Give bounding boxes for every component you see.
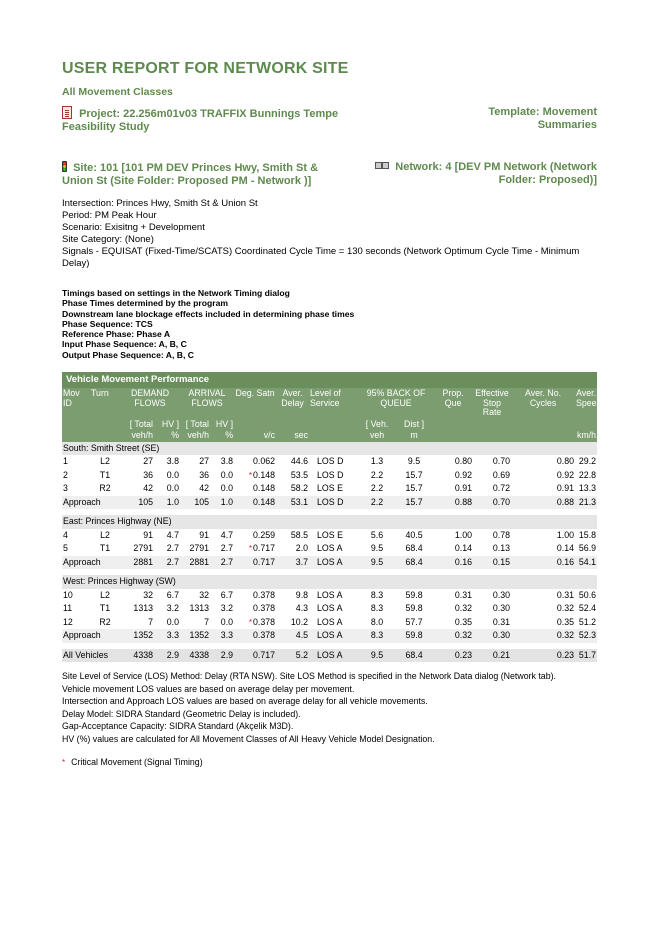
scenario-text: Scenario: Exisitng + Development bbox=[62, 222, 205, 233]
unit-kmh: km/h bbox=[576, 430, 597, 441]
cell-los: LOS A bbox=[317, 543, 343, 554]
deg-value: 0.148 bbox=[253, 483, 276, 494]
cell-queue-dist: 9.5 bbox=[407, 456, 421, 467]
cell-turn: L2 bbox=[100, 589, 110, 600]
report-page bbox=[62, 60, 602, 768]
cell-stop-rate: 0.78 bbox=[492, 529, 511, 540]
cell-dhv: 4.7 bbox=[166, 529, 180, 540]
cell-ahv: 4.7 bbox=[220, 529, 234, 540]
cell-queue-dist: 68.4 bbox=[395, 556, 433, 570]
cell-deg bbox=[234, 556, 276, 570]
cell-mov-id: 4 bbox=[63, 529, 68, 540]
unit-vc: v/c bbox=[234, 430, 276, 442]
cell-los: LOS E bbox=[317, 529, 343, 540]
site-row bbox=[62, 161, 597, 188]
cell-turn: T1 bbox=[99, 543, 111, 554]
unit-pct: % bbox=[154, 430, 180, 442]
cell-queue-veh: 2.2 bbox=[370, 469, 384, 480]
cell-speed: 13.3 bbox=[578, 483, 597, 494]
cell-speed: 51.2 bbox=[578, 616, 597, 627]
cell-queue-dist: 59.8 bbox=[395, 629, 433, 643]
unit-vehh: veh/h bbox=[180, 430, 210, 442]
table-row bbox=[62, 469, 597, 483]
cell-queue-veh: 8.3 bbox=[370, 603, 384, 614]
unit-vehh: veh/h bbox=[120, 430, 154, 442]
section-name: East: Princes Highway (NE) bbox=[62, 515, 597, 529]
cell-deg bbox=[234, 469, 276, 483]
header-queue: 95% BACK OF QUEUE bbox=[359, 388, 433, 419]
table-row bbox=[62, 542, 597, 556]
cell-dhv: 2.7 bbox=[154, 556, 180, 570]
network-name: 4 [DEV PM Network (Network Folder: Proposed)] bbox=[445, 161, 597, 186]
cell-queue-veh: 5.6 bbox=[370, 529, 384, 540]
cell-los: LOS D bbox=[317, 469, 344, 480]
cell-delay: 44.6 bbox=[290, 456, 309, 467]
cell-mov-id: 11 bbox=[63, 603, 73, 614]
cell-mov-id: 12 bbox=[63, 616, 73, 627]
header-total: [ Total bbox=[180, 419, 210, 431]
cell-turn: L2 bbox=[100, 456, 110, 467]
cell-stop-rate: 0.70 bbox=[473, 496, 511, 510]
timing-line: Phase Sequence: TCS bbox=[62, 318, 153, 329]
cell-dhv: 3.2 bbox=[166, 603, 180, 614]
row-label: All Vehicles bbox=[62, 649, 120, 663]
unit-pct: % bbox=[210, 430, 234, 442]
cell-at: 27 bbox=[199, 456, 210, 467]
timing-line: Input Phase Sequence: A, B, C bbox=[62, 339, 187, 350]
cell-at: 1313 bbox=[189, 603, 210, 614]
cell-deg bbox=[234, 496, 276, 510]
cell-deg bbox=[234, 542, 276, 556]
cell-cycles: 0.32 bbox=[556, 603, 575, 614]
cell-stop-rate: 0.30 bbox=[473, 629, 511, 643]
cell-mov-id: 1 bbox=[63, 456, 68, 467]
header-dist: Dist ] bbox=[395, 419, 433, 431]
category-text: Site Category: (None) bbox=[62, 234, 154, 245]
approach-section-row bbox=[62, 515, 597, 529]
cell-mov-id: 10 bbox=[63, 589, 73, 600]
project-row bbox=[62, 106, 597, 134]
note-line: Site Level of Service (LOS) Method: Delay (RTA NSW). Site LOS Method is specified in the Network Data dialog (Network tab). bbox=[62, 671, 556, 682]
cell-los: LOS A bbox=[317, 603, 343, 614]
cell-cycles: 0.92 bbox=[556, 469, 575, 480]
note-line: Intersection and Approach LOS values are based on average delay for all vehicle movements. bbox=[62, 696, 428, 707]
cell-dhv: 0.0 bbox=[166, 616, 180, 627]
cell-at: 91 bbox=[199, 529, 210, 540]
cell-stop-rate: 0.72 bbox=[492, 483, 511, 494]
cell-deg bbox=[234, 529, 276, 543]
cell-los: LOS A bbox=[309, 649, 359, 663]
cell-at: 36 bbox=[199, 469, 210, 480]
cell-cycles: 0.16 bbox=[511, 556, 575, 570]
header-speed: Aver. Speed bbox=[575, 388, 597, 419]
header-hv: HV ] bbox=[154, 419, 180, 431]
all-vehicles-row bbox=[62, 649, 597, 663]
cell-queue-dist: 68.4 bbox=[395, 649, 433, 663]
critical-star-icon: * bbox=[248, 617, 253, 627]
cell-los: LOS D bbox=[317, 456, 344, 467]
cell-ahv: 1.0 bbox=[210, 496, 234, 510]
timing-line: Downstream lane blockage effects included in determining phase times bbox=[62, 308, 355, 319]
unit-veh: veh bbox=[359, 430, 395, 442]
cell-speed: 29.2 bbox=[578, 456, 597, 467]
site-details bbox=[62, 198, 597, 270]
cell-at: 1352 bbox=[180, 629, 210, 643]
cell-delay: 53.5 bbox=[290, 469, 309, 480]
cell-delay: 3.7 bbox=[276, 556, 309, 570]
deg-value: 0.062 bbox=[253, 456, 276, 467]
network-icon bbox=[375, 162, 389, 169]
deg-value: 0.378 bbox=[253, 603, 276, 614]
cell-prop-que: 0.23 bbox=[433, 649, 473, 663]
header-arrival: ARRIVAL FLOWS bbox=[180, 388, 234, 419]
approach-section-row bbox=[62, 575, 597, 589]
deg-value: 0.717 bbox=[253, 543, 276, 554]
note-line: Vehicle movement LOS values are based on average delay per movement. bbox=[62, 683, 355, 694]
cell-dt: 2791 bbox=[133, 543, 153, 554]
cell-at: 42 bbox=[199, 483, 210, 494]
deg-value: 0.148 bbox=[253, 496, 276, 507]
cell-at: 2881 bbox=[180, 556, 210, 570]
table-row bbox=[62, 602, 597, 616]
timing-notes bbox=[62, 288, 597, 360]
cell-queue-dist: 15.7 bbox=[395, 496, 433, 510]
cell-speed: 50.6 bbox=[578, 589, 597, 600]
header-stop-rate: Effective Stop Rate bbox=[473, 388, 511, 419]
cell-delay: 53.1 bbox=[276, 496, 309, 510]
cell-ahv: 0.0 bbox=[220, 616, 234, 627]
header-turn: Turn bbox=[90, 388, 120, 419]
cell-stop-rate: 0.21 bbox=[473, 649, 511, 663]
cell-stop-rate: 0.13 bbox=[492, 543, 511, 554]
cell-ahv: 3.8 bbox=[220, 456, 234, 467]
cell-turn: R2 bbox=[99, 483, 111, 494]
cell-dt: 4338 bbox=[120, 649, 154, 663]
cell-queue-veh: 8.3 bbox=[370, 589, 384, 600]
cell-ahv: 6.7 bbox=[220, 589, 234, 600]
header-demand: DEMAND FLOWS bbox=[120, 388, 180, 419]
critical-label: Critical Movement (Signal Timing) bbox=[71, 757, 203, 768]
table-title: Vehicle Movement Performance bbox=[62, 372, 597, 388]
cell-mov-id: 3 bbox=[63, 483, 68, 494]
performance-table bbox=[62, 388, 602, 662]
cell-delay: 10.2 bbox=[290, 616, 309, 627]
timing-line: Timings based on settings in the Network Timing dialog bbox=[62, 288, 290, 298]
cell-prop-que: 0.35 bbox=[454, 616, 473, 627]
deg-value: 0.717 bbox=[253, 649, 276, 660]
row-label: Approach bbox=[62, 629, 120, 643]
header-delay: Aver. Delay bbox=[276, 388, 309, 419]
cell-queue-dist: 57.7 bbox=[405, 616, 423, 627]
cell-queue-dist: 59.8 bbox=[405, 603, 423, 614]
critical-star-icon: * bbox=[248, 470, 253, 480]
deg-value: 0.259 bbox=[253, 529, 276, 540]
cell-stop-rate: 0.30 bbox=[492, 603, 511, 614]
cell-prop-que: 0.14 bbox=[454, 543, 473, 554]
cell-speed: 21.3 bbox=[575, 496, 597, 510]
cell-deg bbox=[234, 616, 276, 630]
table-row bbox=[62, 616, 597, 630]
deg-value: 0.378 bbox=[253, 630, 276, 641]
cell-cycles: 0.14 bbox=[556, 543, 575, 554]
header-mov-id: Mov ID bbox=[62, 388, 90, 419]
header-total: [ Total bbox=[120, 419, 154, 431]
note-line: Delay Model: SIDRA Standard (Geometric Delay is included). bbox=[62, 708, 301, 719]
cell-delay: 2.0 bbox=[295, 543, 309, 554]
cell-delay: 4.5 bbox=[276, 629, 309, 643]
cell-dhv: 2.7 bbox=[166, 543, 180, 554]
timing-line: Reference Phase: Phase A bbox=[62, 329, 171, 340]
cell-dt: 36 bbox=[143, 469, 153, 480]
cell-speed: 15.8 bbox=[578, 529, 597, 540]
cell-speed: 52.3 bbox=[575, 629, 597, 643]
cell-stop-rate: 0.70 bbox=[492, 456, 511, 467]
note-line: HV (%) values are calculated for All Movement Classes of All Heavy Vehicle Model Designation. bbox=[62, 733, 435, 744]
approach-total-row bbox=[62, 556, 597, 570]
cell-queue-dist: 40.5 bbox=[405, 529, 423, 540]
cell-queue-veh: 1.3 bbox=[370, 456, 384, 467]
table-row bbox=[62, 482, 597, 496]
cell-speed: 56.9 bbox=[578, 543, 597, 554]
cell-speed: 54.1 bbox=[575, 556, 597, 570]
cell-prop-que: 0.16 bbox=[433, 556, 473, 570]
row-label: Approach bbox=[62, 496, 120, 510]
table-header bbox=[62, 388, 602, 442]
cell-stop-rate: 0.15 bbox=[473, 556, 511, 570]
approach-section-row bbox=[62, 442, 597, 456]
cell-deg bbox=[234, 482, 276, 496]
cell-at: 4338 bbox=[180, 649, 210, 663]
header-hv: HV ] bbox=[210, 419, 234, 431]
cell-delay: 9.8 bbox=[295, 589, 309, 600]
cell-queue-veh: 8.0 bbox=[370, 616, 384, 627]
template-name: Template: Movement Summaries bbox=[488, 106, 597, 131]
cell-cycles: 0.35 bbox=[556, 616, 575, 627]
note-line: Gap-Acceptance Capacity: SIDRA Standard (Akçelik M3D). bbox=[62, 721, 294, 732]
document-icon bbox=[62, 106, 72, 119]
cell-stop-rate: 0.30 bbox=[492, 589, 511, 600]
cell-stop-rate: 0.31 bbox=[492, 616, 511, 627]
cell-prop-que: 1.00 bbox=[454, 529, 473, 540]
cell-prop-que: 0.92 bbox=[454, 469, 473, 480]
cell-at: 7 bbox=[204, 616, 210, 627]
cell-stop-rate: 0.69 bbox=[492, 469, 511, 480]
cell-at: 105 bbox=[180, 496, 210, 510]
critical-star-icon: * bbox=[62, 758, 66, 768]
cell-delay: 4.3 bbox=[295, 603, 309, 614]
cell-ahv: 2.7 bbox=[210, 556, 234, 570]
cell-deg bbox=[234, 455, 276, 469]
project-info bbox=[62, 106, 372, 134]
cell-cycles: 0.91 bbox=[556, 483, 575, 494]
deg-value: 0.148 bbox=[253, 469, 276, 480]
unit-sec: sec bbox=[276, 430, 309, 442]
cell-mov-id: 2 bbox=[63, 469, 68, 480]
cell-deg bbox=[234, 649, 276, 663]
cell-turn: R2 bbox=[99, 616, 111, 627]
network-info bbox=[357, 161, 597, 188]
cell-deg bbox=[234, 589, 276, 603]
cell-ahv: 2.9 bbox=[210, 649, 234, 663]
table-body bbox=[62, 442, 597, 663]
section-name: South: Smith Street (SE) bbox=[62, 442, 597, 456]
cell-cycles: 0.31 bbox=[556, 589, 575, 600]
cell-mov-id: 5 bbox=[63, 543, 68, 554]
cell-prop-que: 0.31 bbox=[454, 589, 473, 600]
period-text: Period: PM Peak Hour bbox=[62, 210, 157, 221]
cell-dhv: 1.0 bbox=[154, 496, 180, 510]
header-veh: [ Veh. bbox=[359, 419, 395, 431]
cell-delay: 58.5 bbox=[290, 529, 309, 540]
cell-dt: 32 bbox=[143, 589, 153, 600]
deg-value: 0.378 bbox=[253, 589, 276, 600]
traffic-signal-icon bbox=[62, 161, 67, 172]
cell-deg bbox=[234, 629, 276, 643]
cell-cycles: 1.00 bbox=[556, 529, 575, 540]
timing-line: Output Phase Sequence: A, B, C bbox=[62, 349, 194, 360]
section-name: West: Princes Highway (SW) bbox=[62, 575, 597, 589]
header-los: Level of Service bbox=[309, 388, 359, 419]
cell-ahv: 2.7 bbox=[220, 543, 234, 554]
cell-turn: T1 bbox=[99, 469, 111, 480]
network-label: Network: bbox=[395, 161, 443, 173]
cell-prop-que: 0.32 bbox=[454, 603, 473, 614]
cell-los: LOS D bbox=[309, 496, 359, 510]
cell-los: LOS E bbox=[317, 483, 343, 494]
critical-star-icon: * bbox=[248, 544, 253, 554]
deg-value: 0.717 bbox=[253, 556, 276, 567]
cell-los: LOS A bbox=[317, 589, 343, 600]
table-row bbox=[62, 455, 597, 469]
report-title: USER REPORT FOR NETWORK SITE bbox=[62, 60, 349, 77]
cell-dt: 105 bbox=[120, 496, 154, 510]
approach-total-row bbox=[62, 496, 597, 510]
cell-dhv: 0.0 bbox=[166, 483, 180, 494]
cell-queue-dist: 68.4 bbox=[405, 543, 423, 554]
cell-at: 32 bbox=[199, 589, 210, 600]
cell-delay: 5.2 bbox=[276, 649, 309, 663]
report-notes bbox=[62, 670, 597, 745]
cell-ahv: 0.0 bbox=[220, 469, 234, 480]
critical-legend bbox=[62, 757, 597, 767]
cell-prop-que: 0.88 bbox=[433, 496, 473, 510]
cell-dhv: 0.0 bbox=[166, 469, 180, 480]
cell-queue-veh: 9.5 bbox=[359, 556, 395, 570]
cell-queue-dist: 15.7 bbox=[405, 469, 423, 480]
cell-cycles: 0.23 bbox=[511, 649, 575, 663]
cell-at: 2791 bbox=[189, 543, 210, 554]
project-label: Project: bbox=[79, 108, 121, 120]
table-row bbox=[62, 529, 597, 543]
cell-dt: 42 bbox=[143, 483, 153, 494]
site-info bbox=[62, 161, 332, 188]
header-prop-que: Prop. Que bbox=[433, 388, 473, 419]
cell-queue-veh: 9.5 bbox=[359, 649, 395, 663]
cell-dt: 1352 bbox=[120, 629, 154, 643]
cell-dhv: 3.3 bbox=[154, 629, 180, 643]
cell-speed: 52.4 bbox=[578, 603, 597, 614]
timing-line: Phase Times determined by the program bbox=[62, 298, 229, 309]
cell-dt: 1313 bbox=[133, 603, 153, 614]
cell-cycles: 0.32 bbox=[511, 629, 575, 643]
table-row bbox=[62, 589, 597, 603]
cell-dt: 7 bbox=[148, 616, 153, 627]
report-subtitle: All Movement Classes bbox=[62, 86, 173, 98]
cell-prop-que: 0.91 bbox=[454, 483, 473, 494]
cell-cycles: 0.80 bbox=[556, 456, 575, 467]
cell-queue-veh: 2.2 bbox=[359, 496, 395, 510]
cell-turn: T1 bbox=[99, 603, 111, 614]
project-name: 22.256m01v03 TRAFFIX Bunnings Tempe Feasibility Study bbox=[62, 108, 339, 133]
cell-dhv: 2.9 bbox=[154, 649, 180, 663]
site-name: 101 [101 PM DEV Princes Hwy, Smith St & Union St (Site Folder: Proposed PM - Network )] bbox=[62, 162, 319, 187]
cell-dt: 2881 bbox=[120, 556, 154, 570]
intersection-text: Intersection: Princes Hwy, Smith St & Union St bbox=[62, 198, 258, 209]
cell-ahv: 0.0 bbox=[220, 483, 234, 494]
cell-queue-veh: 9.5 bbox=[370, 543, 384, 554]
cell-queue-dist: 15.7 bbox=[405, 483, 423, 494]
cell-speed: 22.8 bbox=[578, 469, 597, 480]
cell-ahv: 3.3 bbox=[210, 629, 234, 643]
cell-queue-veh: 8.3 bbox=[359, 629, 395, 643]
cell-queue-veh: 2.2 bbox=[370, 483, 384, 494]
row-label: Approach bbox=[62, 556, 120, 570]
signals-text: Signals - EQUISAT (Fixed-Time/SCATS) Coordinated Cycle Time = 130 seconds (Network Optimum Cycle Time - Minimum Delay) bbox=[62, 246, 580, 269]
cell-ahv: 3.2 bbox=[220, 603, 234, 614]
cell-cycles: 0.88 bbox=[511, 496, 575, 510]
cell-los: LOS A bbox=[317, 616, 343, 627]
header-deg-satn: Deg. Satn bbox=[234, 388, 276, 419]
approach-total-row bbox=[62, 629, 597, 643]
unit-m: m bbox=[395, 430, 433, 442]
cell-deg bbox=[234, 602, 276, 616]
cell-queue-dist: 59.8 bbox=[405, 589, 423, 600]
header-cycles: Aver. No. Cycles bbox=[511, 388, 575, 419]
cell-speed: 51.7 bbox=[575, 649, 597, 663]
cell-dt: 27 bbox=[143, 456, 153, 467]
cell-delay: 58.2 bbox=[290, 483, 309, 494]
deg-value: 0.378 bbox=[253, 616, 276, 627]
cell-prop-que: 0.80 bbox=[454, 456, 473, 467]
cell-dt: 91 bbox=[143, 529, 153, 540]
cell-dhv: 3.8 bbox=[166, 456, 180, 467]
cell-dhv: 6.7 bbox=[166, 589, 180, 600]
cell-los: LOS A bbox=[309, 629, 359, 643]
cell-turn: L2 bbox=[100, 529, 110, 540]
cell-prop-que: 0.32 bbox=[433, 629, 473, 643]
site-label: Site: bbox=[73, 162, 97, 174]
cell-los: LOS A bbox=[309, 556, 359, 570]
